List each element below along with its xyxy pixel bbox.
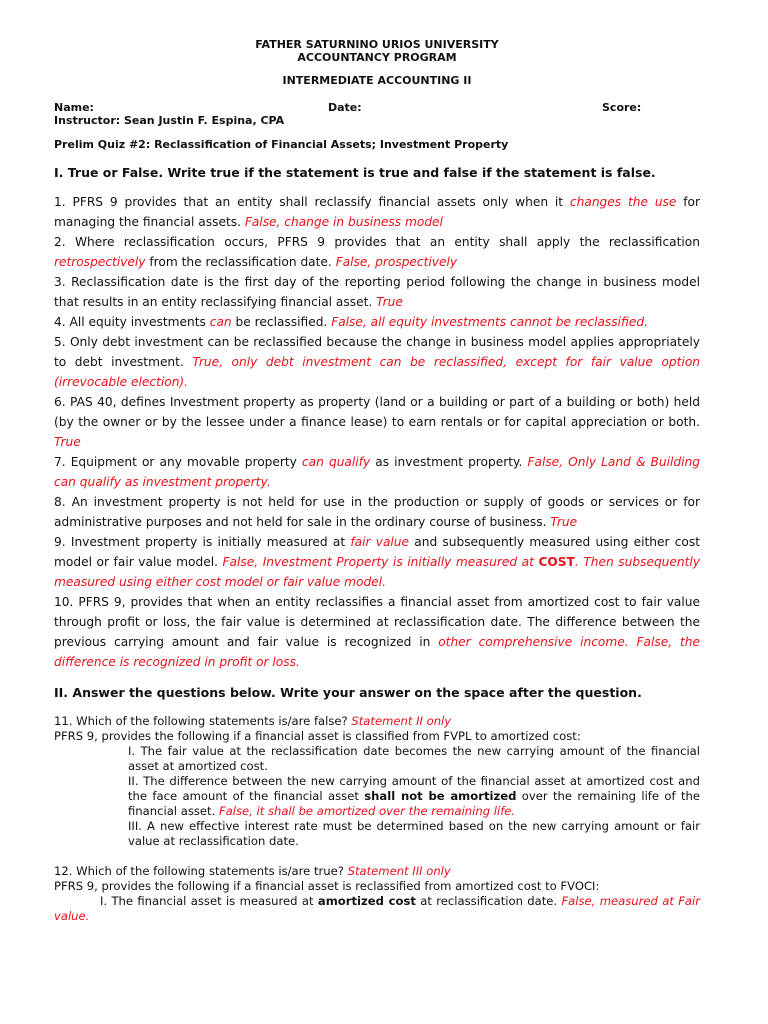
question-11: 11. Which of the following statements is/are false? Statement II only PFRS 9, provides the following if a financial asset is classified from FVPL to amortized cost: I. The fair value at the reclassification date becomes the new carrying amount of the financial asset at amortized cost. II. The difference between the new carrying amount of the financial asset at amortized cost and the face amount of the financial asset shall not be amortized over the remaining life of the financial asset. False, it shall be amortized over the remaining life. III. A new effective interest rate must be determined based on the new carrying amount or fair value at reclassification date. xyxy=(54,714,700,848)
answer-5: True, only debt investment can be reclassified, except for fair value option (irrevocable election). xyxy=(54,355,700,389)
section-1-title: I. True or False. Write true if the statement is true and false if the statement is false. xyxy=(54,165,656,180)
tf-item-8: 8. An investment property is not held for use in the production or supply of goods or services or for administrative purposes and not held for sale in the ordinary course of business. True xyxy=(54,495,700,529)
tf-item-9: 9. Investment property is initially measured at fair value and subsequently measured using either cost model or fair value model. False, Investment Property is initially measured at COST. Then subsequently measured using either cost model or fair value model. xyxy=(54,535,700,589)
q11-statement-1: I. The fair value at the reclassification date becomes the new carrying amount of the financial asset at amortized cost. xyxy=(128,744,700,773)
answer-9: False, Investment Property is initially measured at xyxy=(222,555,539,569)
answer-4: False, all equity investments cannot be reclassified. xyxy=(331,315,648,329)
quiz-document xyxy=(54,38,700,924)
name-label: Name: xyxy=(54,101,94,114)
question-12: 12. Which of the following statements is/are true? Statement III only PFRS 9, provides the following if a financial asset is reclassified from amortized cost to FVOCI: I. The financial asset is measured at amortized cost at reclassification date. False, measured at Fair value. xyxy=(54,864,701,923)
tf-item-2: 2. Where reclassification occurs, PFRS 9 provides that an entity shall apply the reclassification retrospectively from the reclassification date. False, prospectively xyxy=(54,235,700,269)
section-2-title: II. Answer the questions below. Write your answer on the space after the question. xyxy=(54,685,642,700)
answer-6: True xyxy=(54,435,81,449)
instructor-line: Instructor: Sean Justin F. Espina, CPA xyxy=(54,114,285,127)
answer-11: Statement II only xyxy=(351,714,452,728)
true-false-list xyxy=(54,192,700,672)
q12-statement-1: I. The financial asset is measured at amortized cost at reclassification date. False, measured at Fair value. xyxy=(54,894,701,923)
date-label: Date: xyxy=(328,101,362,114)
student-info-row xyxy=(54,101,700,114)
tf-item-6: 6. PAS 40, defines Investment property as property (land or a building or part of a building or both) held (by the owner or by the lessee under a finance lease) to earn rentals or for capital appreciation or both. True xyxy=(54,395,700,449)
tf-item-7: 7. Equipment or any movable property can qualify as investment property. False, Only Land & Building can qualify as investment property. xyxy=(54,455,700,489)
tf-item-5: 5. Only debt investment can be reclassified because the change in business model applies appropriately to debt investment. True, only debt investment can be reclassified, except for fair value option (irrevocable election). xyxy=(54,335,700,389)
tf-item-3: 3. Reclassification date is the first day of the reporting period following the change in business model that results in an entity reclassifying financial asset. True xyxy=(54,275,700,309)
score-label: Score: xyxy=(602,101,642,114)
course-title: INTERMEDIATE ACCOUNTING II xyxy=(282,74,472,87)
answer-1: False, change in business model xyxy=(244,215,443,229)
answer-7: False, Only Land & Building can qualify as investment property. xyxy=(54,455,700,489)
q11-statement-3: III. A new effective interest rate must be determined based on the new carrying amount or fair value at reclassification date. xyxy=(128,819,700,848)
q11-statement-2: II. The difference between the new carrying amount of the financial asset at amortized cost and the face amount of the financial asset shall not be amortized over the remaining life of the financial asset. False, it shall be amortized over the remaining life. xyxy=(128,774,700,818)
answer-12: Statement III only xyxy=(347,864,451,878)
answer-3: True xyxy=(376,295,403,309)
answer-2: False, prospectively xyxy=(335,255,458,269)
program-name: ACCOUNTANCY PROGRAM xyxy=(297,51,457,64)
tf-item-10: 10. PFRS 9, provides that when an entity reclassifies a financial asset from amortized cost to fair value through profit or loss, the fair value is determined at reclassification date. The difference between the previous carrying amount and fair value is recognized in other comprehensive income. False, the difference is recognized in profit or loss. xyxy=(54,595,701,669)
tf-item-1: 1. PFRS 9 provides that an entity shall reclassify financial assets only when it changes the use for managing the financial assets. False, change in business model xyxy=(54,195,700,229)
quiz-title: Prelim Quiz #2: Reclassification of Financial Assets; Investment Property xyxy=(54,138,509,151)
tf-item-4: 4. All equity investments can be reclassified. False, all equity investments cannot be reclassified. xyxy=(54,315,648,329)
university-name: FATHER SATURNINO URIOS UNIVERSITY xyxy=(255,38,499,51)
answer-10: False, the difference is recognized in profit or loss. xyxy=(54,635,701,669)
answer-8: True xyxy=(550,515,578,529)
